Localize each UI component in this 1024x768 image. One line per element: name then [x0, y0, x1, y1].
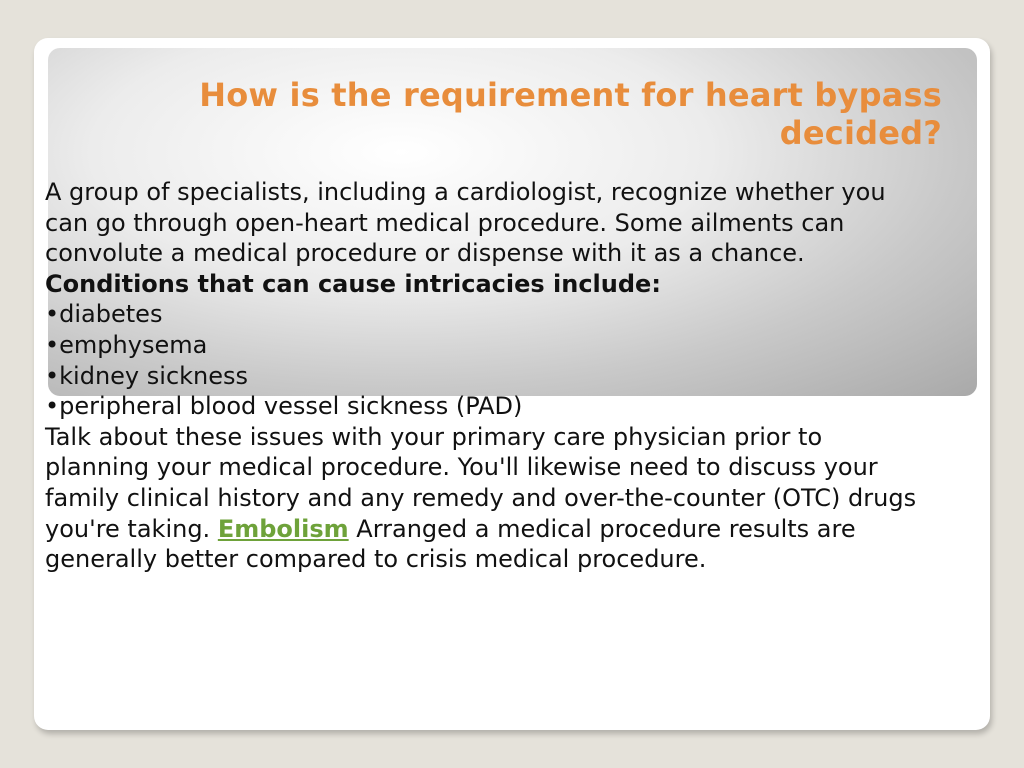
closing-line: planning your medical procedure. You'll likewise need to discuss your: [45, 453, 878, 482]
closing-line: family clinical history and any remedy and over-the-counter (OTC) drugs: [45, 483, 917, 512]
final-line: generally better compared to crisis medical procedure.: [45, 545, 707, 574]
bullet-item-diabetes: •diabetes: [45, 300, 163, 329]
bullet-item-pad: •peripheral blood vessel sickness (PAD): [45, 392, 523, 421]
intro-line: convolute a medical procedure or dispense with it as a chance.: [45, 239, 805, 268]
bullet-item-emphysema: •emphysema: [45, 330, 208, 359]
closing-line: Talk about these issues with your primary care physician prior to: [45, 422, 823, 451]
closing-line-with-link: [45, 514, 1000, 545]
embolism-link[interactable]: Embolism: [217, 514, 349, 543]
intro-line: A group of specialists, including a cardiologist, recognize whether you: [45, 178, 886, 206]
bullet-item-kidney-sickness: •kidney sickness: [45, 361, 249, 390]
conditions-heading: Conditions that can cause intricacies include:: [45, 269, 661, 298]
closing-line-suffix: Arranged a medical procedure results are: [348, 514, 856, 543]
intro-line: can go through open-heart medical procedure. Some ailments can: [45, 208, 845, 237]
slide-body: [45, 177, 1000, 575]
closing-line-prefix: you're taking.: [45, 514, 218, 543]
slide-title: How is the requirement for heart bypass decided?: [199, 76, 942, 152]
